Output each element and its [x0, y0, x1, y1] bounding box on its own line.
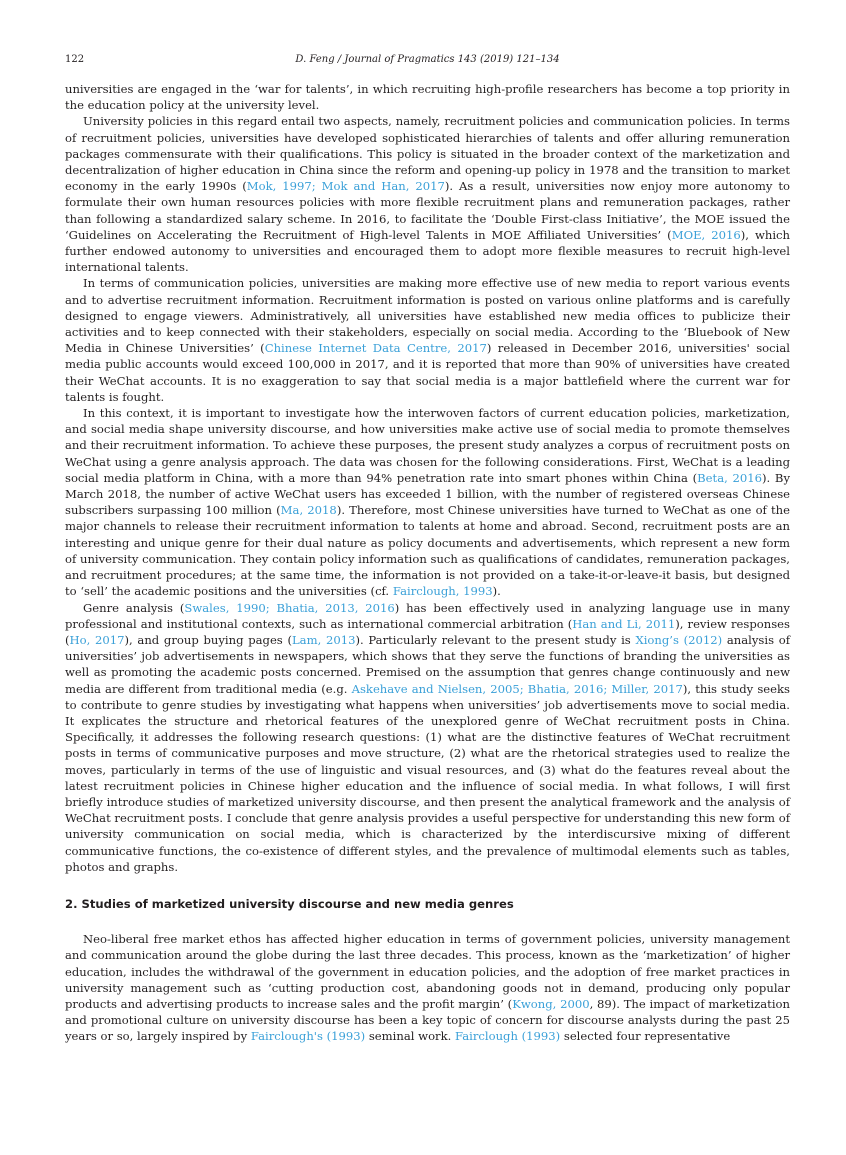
citation-link[interactable]: Lam, 2013	[291, 632, 356, 647]
journal-reference: D. Feng / Journal of Pragmatics 143 (2019) 121–134	[295, 54, 560, 65]
citation-link[interactable]: Chinese Internet Data Centre, 2017	[264, 341, 487, 356]
citation-link[interactable]: Swales, 1990; Bhatia, 2013, 2016	[184, 600, 395, 615]
text-run: In terms of communication policies, universities are making more effective use of new media to report various events and to advertise recruitment information. Recruitment information is posted on various online platforms and is carefully designed to engage viewers. Administratively, all universities have established new media offices to publicize their activities and to keep connected with their stakeholders, especially on social media. According to the ‘Bluebook of New Media in Chinese Universities’ (	[65, 276, 790, 356]
text-run: ). By March 2018, the number of active WeChat users has exceeded 1 billion, with the number of registered overseas Chinese subscribers surpassing 100 million (	[65, 470, 790, 518]
text-run: ), and group buying pages (	[124, 632, 292, 647]
paragraph-1	[65, 81, 790, 113]
text-run: ). As a result, universities now enjoy more autonomy to formulate their own human resources policies with more flexible recruitment plans and remuneration packages, rather than following a standardized salary scheme. In 2016, to facilitate the ‘Double First-class Initiative’, the MOE issued the ‘Guidelines on Accelerating the Recruitment of High-level Talents in MOE Affiliated Universities’ (	[65, 179, 790, 242]
running-header	[65, 52, 790, 68]
paragraph-4	[65, 405, 790, 599]
article-body	[65, 81, 790, 1045]
text-run: ), review responses (	[65, 616, 790, 647]
text-run: Genre analysis (	[83, 600, 185, 615]
citation-link[interactable]: Fairclough (1993)	[454, 1029, 561, 1044]
text-run: ) has been effectively used in analyzing language use in many professional and institutional contexts, such as international commercial arbitration (	[65, 600, 790, 631]
text-run: Neo-liberal free market ethos has affected higher education in terms of government policies, university management and communication around the globe during the last three decades. This process, known as the ‘marketization’ of higher education, includes the withdrawal of the government in education policies, and the adoption of free market practices in university management such as ‘cutting production cost, abandoning goods not in demand, producing only popular products and advertising products to increase sales and the profit margin’ (	[65, 932, 790, 1011]
text-run: ), which further endowed autonomy to universities and encouraged them to adopt more flexible measures to recruit high-level international talents.	[65, 227, 791, 275]
text-run: , 89). The impact of marketization and promotional culture on university discourse has been a key topic of concern for discourse analysts during the past 25 years or so, largely inspired by	[65, 996, 790, 1044]
text-run: universities are engaged in the ‘war for talents’, in which recruiting high-profile researchers has become a top priority in the education policy at the university level.	[65, 82, 790, 113]
citation-link[interactable]: Beta, 2016	[697, 470, 763, 485]
citation-link[interactable]: Fairclough's (1993)	[250, 1029, 366, 1044]
paragraph-2	[65, 113, 790, 275]
text-run: analysis of universities’ job advertisements in newspapers, which shows that they serve the functions of branding the universities as well as promoting the academic posts concerned. Premised on the assumption that genres change continuously and new media are different from traditional media (e.g.	[65, 632, 790, 696]
paragraph-3	[65, 275, 790, 405]
citation-link[interactable]: Askehave and Nielsen, 2005; Bhatia, 2016; Miller, 2017	[351, 681, 683, 696]
text-run: ). Therefore, most Chinese universities have turned to WeChat as one of the major channels to release their recruitment information to talents at home and abroad. Second, recruitment posts are an interesting and unique genre for their dual nature as policy documents and advertisements, which represent a new form of university communication. They contain policy information such as qualifications of candidates, remuneration packages, and recruitment procedures; at the same time, the information is not provided on a take-it-or-leave-it basis, but designed to ‘sell’ the academic positions and the universities (cf.	[65, 503, 790, 599]
text-run: In this context, it is important to investigate how the interwoven factors of current education policies, marketization, and social media shape university discourse, and how universities make active use of social media to promote themselves and their recruitment information. To achieve these purposes, the present study analyzes a corpus of recruitment posts on WeChat using a genre analysis approach. The data was chosen for the following considerations. First, WeChat is a leading social media platform in China, with a more than 94% penetration rate into smart phones within China (	[65, 406, 790, 485]
text-run: selected four representative	[560, 1029, 731, 1044]
text-run: seminal work.	[365, 1029, 455, 1044]
section-heading: 2. Studies of marketized university discourse and new media genres	[65, 896, 514, 911]
citation-link[interactable]: Ho, 2017	[69, 632, 125, 647]
citation-link[interactable]: Xiong’s (2012)	[635, 632, 723, 647]
citation-link[interactable]: Fairclough, 1993	[392, 584, 493, 599]
paragraph-6	[65, 931, 790, 1044]
text-run: ), this study seeks to contribute to genre studies by investigating what happens when universities’ job advertisements move to social media. It explicates the structure and rhetorical features of the unexplored genre of WeChat recruitment posts in China. Specifically, it addresses the following research questions: (1) what are the distinctive features of WeChat recruitment posts in terms of communicative purposes and move structure, (2) what are the rhetorical strategies used to realize the moves, particularly in terms of the use of linguistic and visual resources, and (3) what do the features reveal about the latest recruitment policies in Chinese higher education and the influence of social media. In what follows, I will first briefly introduce studies of marketized university discourse, and then present the analytical framework and the analysis of WeChat recruitment posts. I conclude that genre analysis provides a useful perspective for understanding this new form of university communication on social media, which is characterized by the interdiscursive mixing of different communicative functions, the co-existence of different styles, and the prevalence of multimodal elements such as tables, photos and graphs.	[65, 681, 790, 874]
citation-link[interactable]: Kwong, 2000	[512, 996, 590, 1011]
paragraph-5	[65, 600, 790, 875]
citation-link[interactable]: Mok, 1997; Mok and Han, 2017	[246, 179, 445, 194]
text-run: ). Particularly relevant to the present study is	[355, 632, 636, 647]
citation-link[interactable]: Han and Li, 2011	[572, 616, 676, 631]
citation-link[interactable]: Ma, 2018	[280, 503, 337, 518]
citation-link[interactable]: MOE, 2016	[671, 227, 741, 242]
page-number: 122	[65, 54, 85, 65]
text-run: ) released in December 2016, universities' social media public accounts would exceed 100,000 in 2017, and it is reported that more than 90% of universities have created their WeChat accounts. It is no exaggeration to say that social media is a major battlefield where the current war for talents is fought.	[65, 341, 790, 404]
text-run: University policies in this regard entail two aspects, namely, recruitment policies and communication policies. In terms of recruitment policies, universities have developed sophisticated hierarchies of talents and offer alluring remuneration packages commensurate with their qualifications. This policy is situated in the broader context of the marketization and decentralization of higher education in China since the reform and opening-up policy in 1978 and the transition to market economy in the early 1990s (	[65, 114, 790, 194]
text-run: ).	[492, 584, 501, 599]
